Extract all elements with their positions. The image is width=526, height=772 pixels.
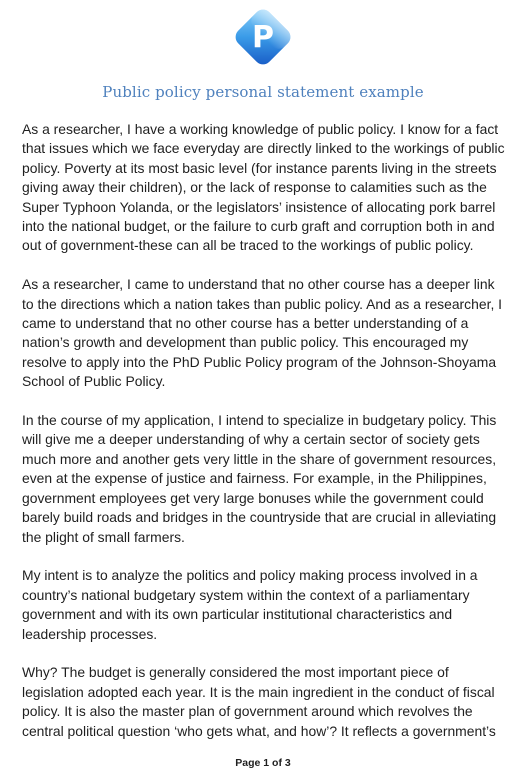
paragraph: My intent is to analyze the politics and policy making process involved in a country’s national budgetary system within the context of a parliamentary government and with its own particular institutional characteristics and leadership processes. bbox=[22, 567, 478, 642]
page-title: Public policy personal statement example bbox=[102, 83, 424, 101]
logo-graphic bbox=[230, 4, 296, 70]
statement-body bbox=[22, 120, 508, 760]
paragraph: Why? The budget is generally considered the most important piece of legislation adopted each year. It is the main ingredient in the conduct of fiscal policy. It is also the master plan of government around which revolves the central political question ‘who gets what, and how’? It reflects a government’s bbox=[22, 664, 496, 739]
paragraph: In the course of my application, I intend to specialize in budgetary policy. This will give me a deeper understanding of why a certain sector of society gets much more and another gets very little in the share of government resources, even at the expense of justice and fairness. For example, in the Philippines, government employees get very large bonuses while the government could barely build roads and bridges in the countryside that are crucial in alleviating the plight of small farmers. bbox=[22, 412, 497, 545]
page-number: Page 1 of 3 bbox=[235, 757, 291, 769]
logo-letter: P bbox=[252, 20, 274, 55]
paragraph: As a researcher, I have a working knowledge of public policy. I know for a fact that issues which we face everyday are directly linked to the workings of public policy. Poverty at its most basic level (for instance parents living in the streets giving away their children), or the lack of response to calamities such as the Super Typhoon Yolanda, or the legislators’ insistence of allocating pork barrel into the national budget, or the failure to curb graft and corruption both in and out of government-these can all be traced to the workings of public policy. bbox=[22, 121, 505, 254]
paragraph: As a researcher, I came to understand that no other course has a deeper link to the directions which a nation takes than public policy. And as a researcher, I came to understand that no other course has a better understanding of a nation’s growth and development than public policy. This encouraged my resolve to apply into the PhD Public Policy program of the Johnson-Shoyama School of Public Policy. bbox=[22, 276, 503, 390]
p-logo-icon bbox=[230, 4, 296, 70]
